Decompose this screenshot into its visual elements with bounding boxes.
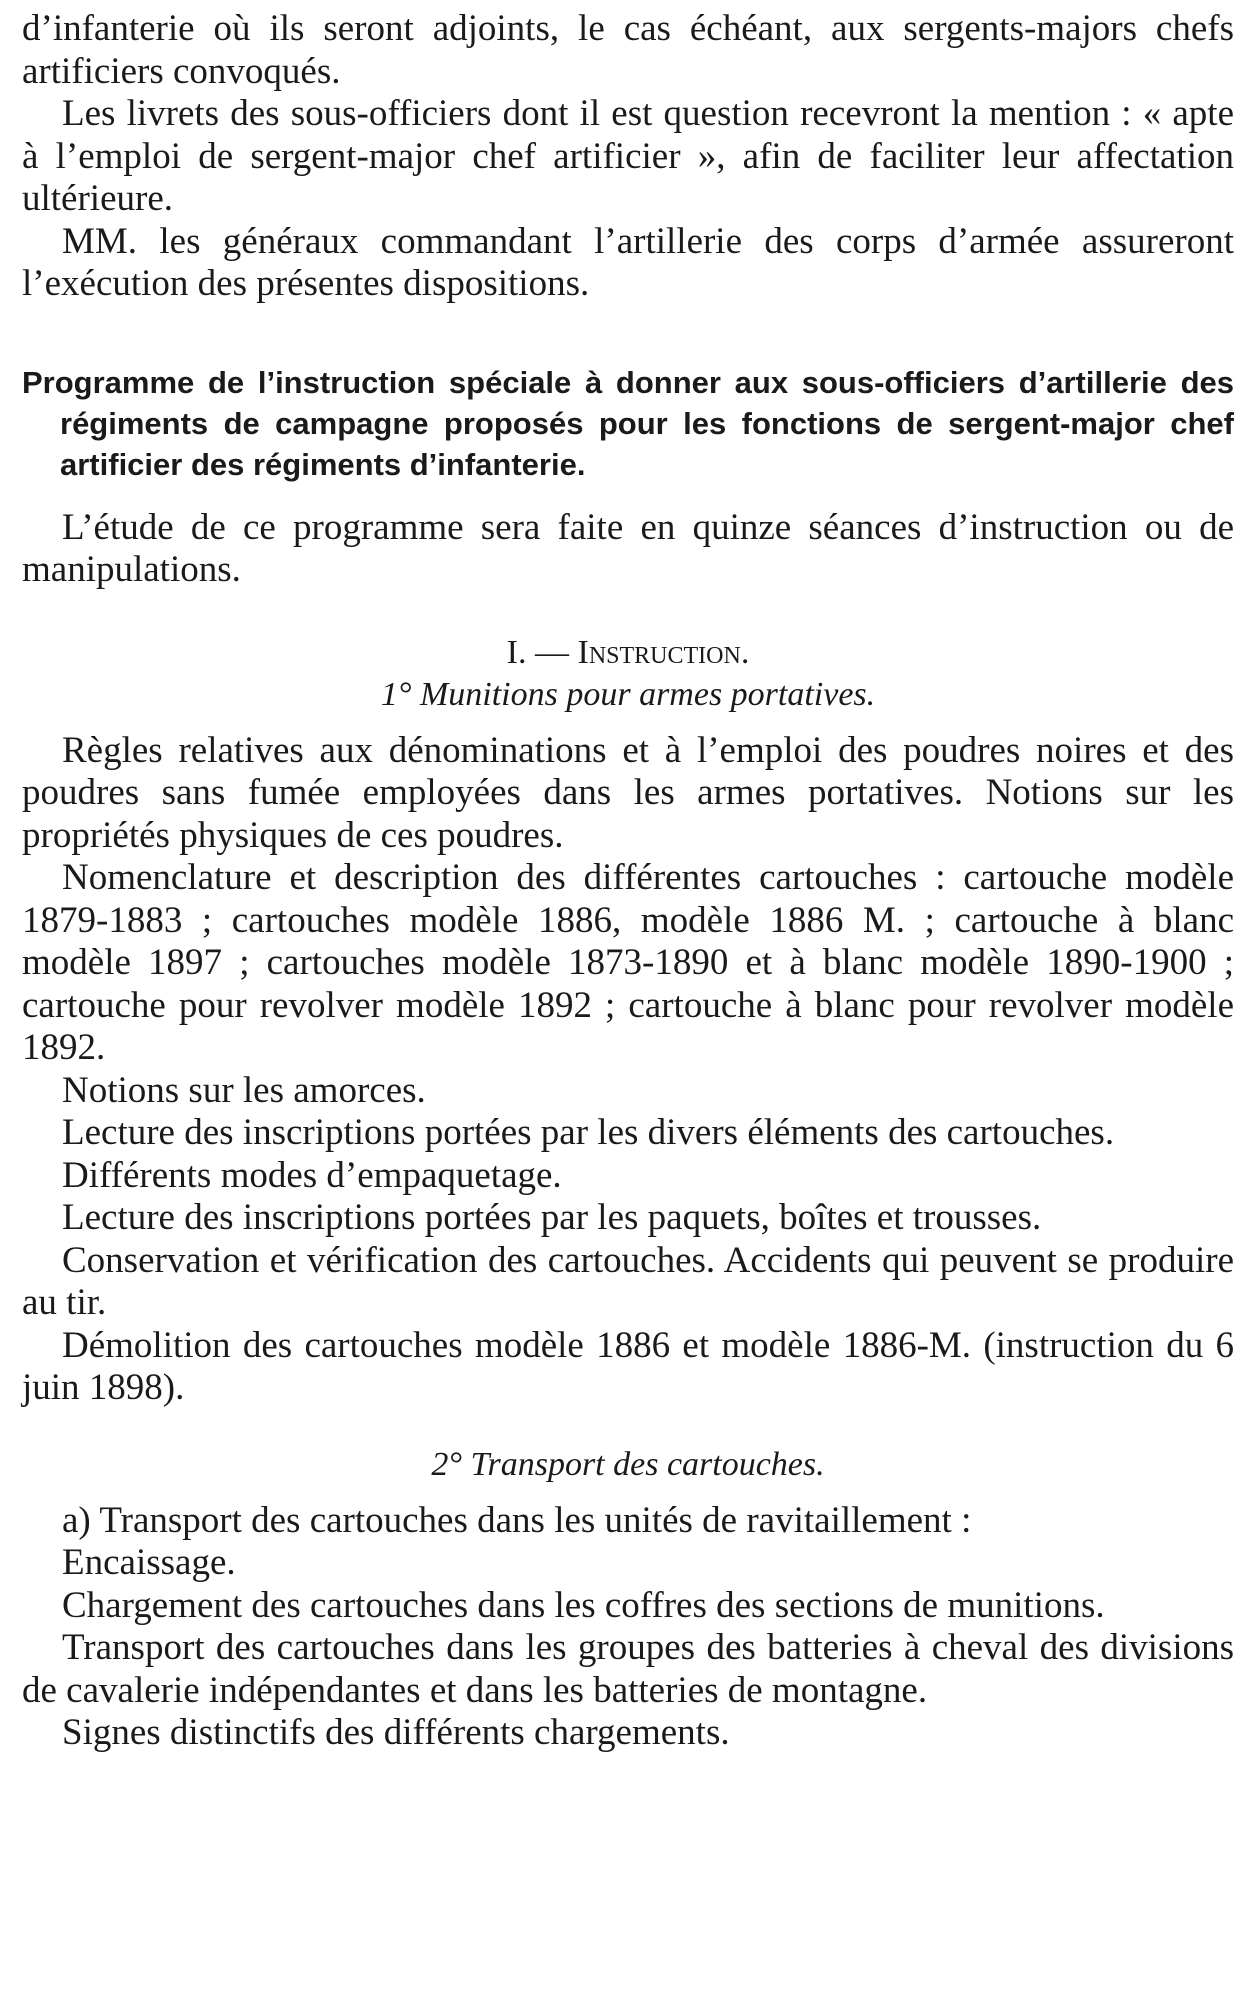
transport-paragraph-2: Encaissage. (62, 1542, 236, 1583)
opening-paragraph-3: MM. les généraux commandant l’artillerie des corps d’armée assureront l’exécution des présentes dispositions. (22, 220, 1234, 304)
programme-intro: L’étude de ce programme sera faite en quinze séances d’instruction ou de manipulations. (22, 506, 1234, 590)
munitions-paragraph-7: Conservation et vérification des cartouches. Accidents qui peuvent se produire au tir. (22, 1239, 1234, 1323)
opening-paragraph-1: d’infanterie où ils seront adjoints, le cas échéant, aux sergents-majors chefs artificiers convoqués. (22, 8, 1234, 92)
munitions-paragraph-8: Démolition des cartouches modèle 1886 et modèle 1886-M. (instruction du 6 juin 1898). (22, 1324, 1234, 1408)
munitions-paragraph-5: Différents modes d’empaquetage. (62, 1154, 562, 1196)
munitions-paragraph-2: Nomenclature et description des différentes cartouches : cartouche modèle 1879-1883 ; cartouches modèle 1886, modèle 1886 M. ; cartouche à blanc modèle 1897 ; cartouches modèle 1873-1890 et à blanc modèle 1890-1900 ; cartouche pour revolver modèle 1892 ; cartouche à blanc pour revolver modèle 1892. (22, 857, 1234, 1068)
subsection-title-munitions: 1° Munitions pour armes portatives. (380, 675, 876, 713)
programme-heading-block (22, 362, 1234, 485)
munitions-paragraph-4: Lecture des inscriptions portées par les divers éléments des cartouches. (62, 1112, 1115, 1153)
section-title-instruction: I. — Instruction. (506, 633, 750, 671)
transport-paragraph-3: Chargement des cartouches dans les coffres des sections de munitions. (62, 1584, 1105, 1626)
opening-paragraph-2: Les livrets des sous-officiers dont il est question recevront la mention : « apte à l’emploi de sergent-major chef artificier », afin de faciliter leur affectation ultérieure. (22, 93, 1234, 219)
programme-heading: Programme de l’instruction spéciale à donner aux sous-officiers d’artillerie des régiments de campagne proposés pour les fonctions de sergent-major chef artificier des régiments d’infanterie. (22, 364, 1234, 482)
transport-paragraph-5: Signes distinctifs des différents chargements. (62, 1712, 730, 1753)
subsection-title-transport: 2° Transport des cartouches. (431, 1445, 825, 1483)
munitions-paragraph-1: Règles relatives aux dénominations et à l’emploi des poudres noires et des poudres sans fumée employées dans les armes portatives. Notions sur les propriétés physiques de ces poudres. (22, 729, 1234, 856)
transport-paragraph-1: a) Transport des cartouches dans les unités de ravitaillement : (62, 1499, 972, 1541)
munitions-paragraph-6: Lecture des inscriptions portées par les paquets, boîtes et trousses. (62, 1197, 1042, 1238)
transport-paragraph-4: Transport des cartouches dans les groupes des batteries à cheval des divisions de cavalerie indépendantes et dans les batteries de montagne. (22, 1627, 1234, 1711)
munitions-paragraph-3: Notions sur les amorces. (62, 1069, 426, 1111)
document-page (22, 8, 1234, 1755)
